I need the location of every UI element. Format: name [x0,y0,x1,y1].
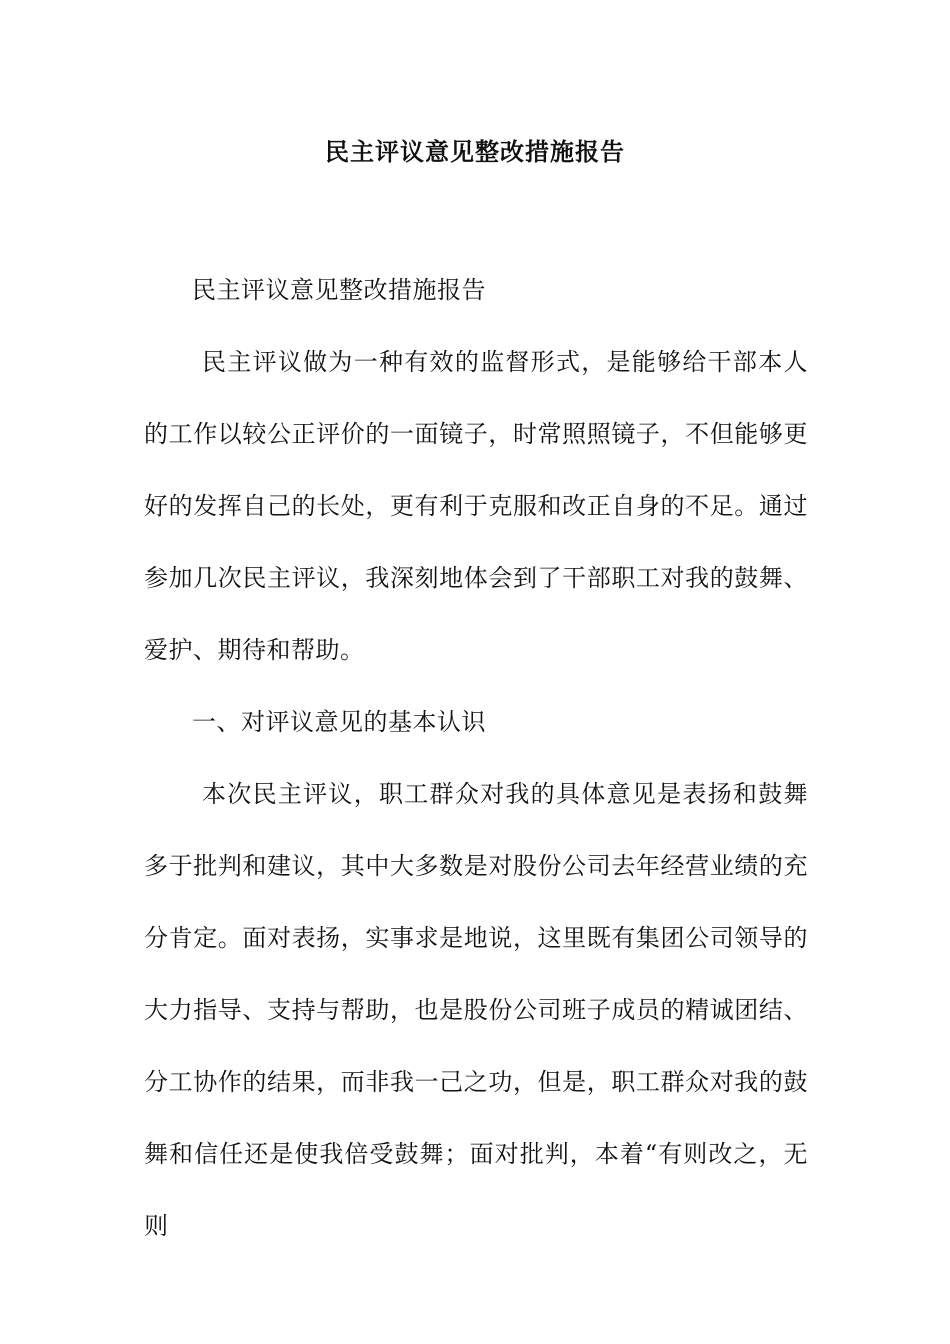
document-title: 民主评议意见整改措施报告 [325,137,625,166]
document-body [144,254,808,1262]
subtitle-paragraph: 民主评议意见整改措施报告 [192,276,486,304]
section-heading: 一、对评议意见的基本认识 [192,708,486,736]
section-paragraph: 本次民主评议，职工群众对我的具体意见是表扬和鼓舞多于批判和建议，其中大多数是对股份公司去年经营业绩的充分肯定。面对表扬，实事求是地说，这里既有集团公司领导的大力指导、支持与帮助，也是股份公司班子成员的精诚团结、分工协作的结果，而非我一己之功，但是，职工群众对我的鼓舞和信任还是使我倍受鼓舞；面对批判，本着“有则改之，无则 [144,780,808,1240]
intro-paragraph: 民主评议做为一种有效的监督形式，是能够给干部本人的工作以较公正评价的一面镜子，时常照照镜子，不但能够更好的发挥自己的长处，更有利于克服和改正自身的不足。通过参加几次民主评议，我深刻地体会到了干部职工对我的鼓舞、爱护、期待和帮助。 [144,348,808,664]
